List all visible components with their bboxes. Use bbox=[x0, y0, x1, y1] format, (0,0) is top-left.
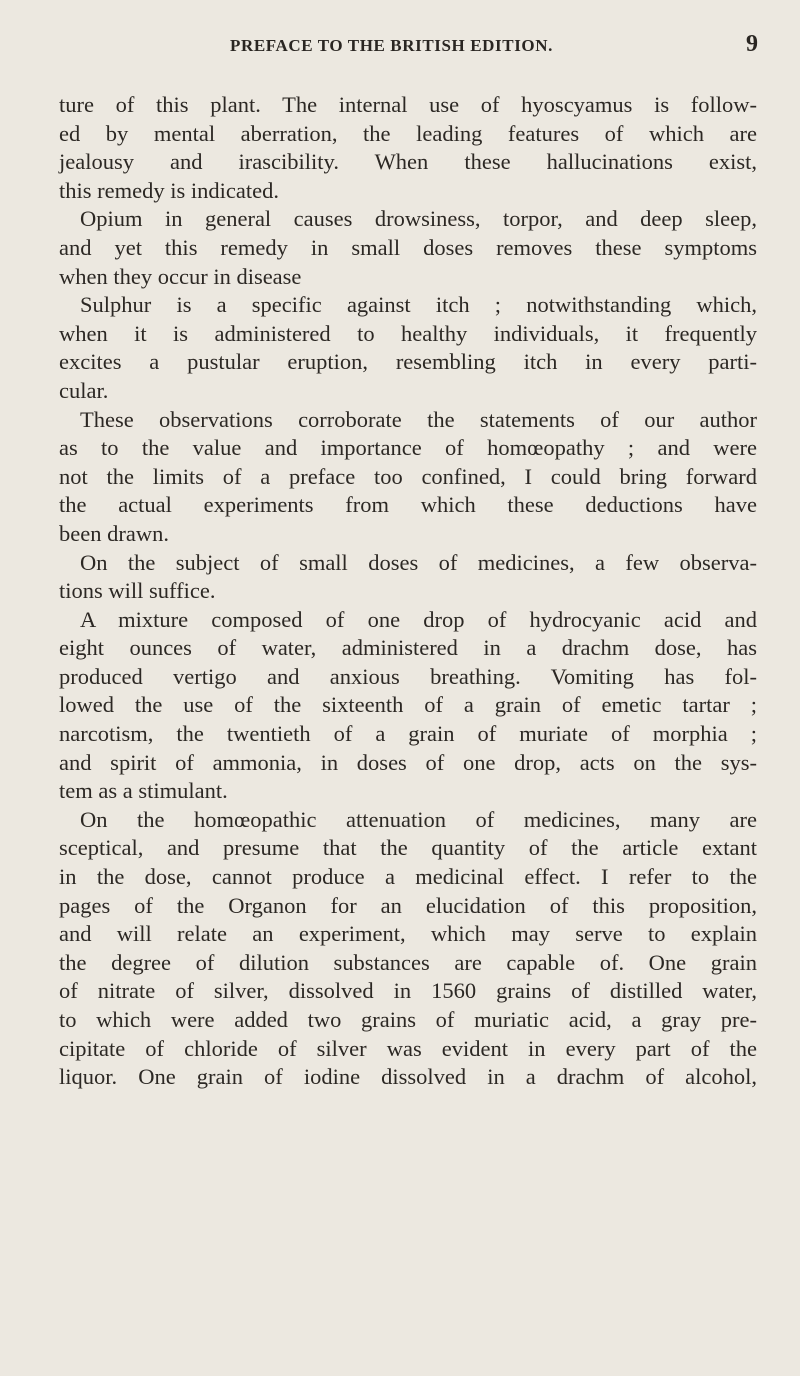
text-line: excites a pustular eruption, resembling itch in every parti- bbox=[59, 349, 757, 375]
text-line: On the homœopathic attenuation of medicines, many are bbox=[80, 806, 757, 832]
text-line: tem as a stimulant. bbox=[59, 778, 228, 804]
text-line: and yet this remedy in small doses removes these symptoms bbox=[59, 234, 757, 260]
page-number: 9 bbox=[746, 31, 758, 57]
text-line: not the limits of a preface too confined, I could bring forward bbox=[59, 463, 757, 489]
text-line: when they occur in disease bbox=[59, 263, 302, 289]
text-line: Sulphur is a specific against itch ; notwithstanding which, bbox=[80, 292, 757, 318]
text-line: in the dose, cannot produce a medicinal effect. I refer to the bbox=[59, 864, 757, 890]
text-line: pages of the Organon for an elucidation of this proposition, bbox=[59, 892, 757, 918]
text-line: lowed the use of the sixteenth of a grain of emetic tartar ; bbox=[59, 692, 757, 718]
running-title: PREFACE TO THE BRITISH EDITION. bbox=[230, 36, 553, 55]
text-line: this remedy is indicated. bbox=[59, 177, 279, 203]
text-line: ture of this plant. The internal use of hyoscyamus is follow- bbox=[59, 92, 757, 117]
text-line: and will relate an experiment, which may serve to explain bbox=[59, 921, 757, 947]
text-line: sceptical, and presume that the quantity of the article extant bbox=[59, 835, 757, 861]
text-line: ed by mental aberration, the leading features of which are bbox=[59, 120, 757, 146]
text-line: On the subject of small doses of medicines, a few observa- bbox=[80, 549, 757, 575]
text-line: eight ounces of water, administered in a drachm dose, has bbox=[59, 635, 757, 661]
text-line: jealousy and irascibility. When these hallucinations exist, bbox=[59, 149, 757, 175]
text-line: These observations corroborate the statements of our author bbox=[80, 406, 757, 432]
text-line: cipitate of chloride of silver was evident in every part of the bbox=[59, 1035, 757, 1061]
text-line: cular. bbox=[59, 377, 109, 403]
text-line: to which were added two grains of muriatic acid, a gray pre- bbox=[59, 1007, 757, 1032]
text-line: A mixture composed of one drop of hydrocyanic acid and bbox=[80, 606, 757, 632]
text-line: the actual experiments from which these deductions have bbox=[59, 492, 757, 518]
text-line: and spirit of ammonia, in doses of one drop, acts on the sys- bbox=[59, 749, 757, 775]
text-line: as to the value and importance of homœopathy ; and were bbox=[59, 435, 757, 461]
text-line: narcotism, the twentieth of a grain of muriate of morphia ; bbox=[59, 721, 757, 747]
text-line: liquor. One grain of iodine dissolved in a drachm of alcohol, bbox=[59, 1064, 757, 1090]
text-line: been drawn. bbox=[59, 520, 169, 546]
text-line: Opium in general causes drowsiness, torpor, and deep sleep, bbox=[80, 206, 757, 232]
text-line: when it is administered to healthy individuals, it frequently bbox=[59, 320, 757, 346]
text-line: tions will suffice. bbox=[59, 578, 216, 604]
body-text bbox=[59, 91, 757, 1092]
text-line: the degree of dilution substances are capable of. One grain bbox=[59, 949, 757, 975]
text-line: of nitrate of silver, dissolved in 1560 grains of distilled water, bbox=[59, 978, 757, 1004]
text-line: produced vertigo and anxious breathing. Vomiting has fol- bbox=[59, 663, 757, 689]
